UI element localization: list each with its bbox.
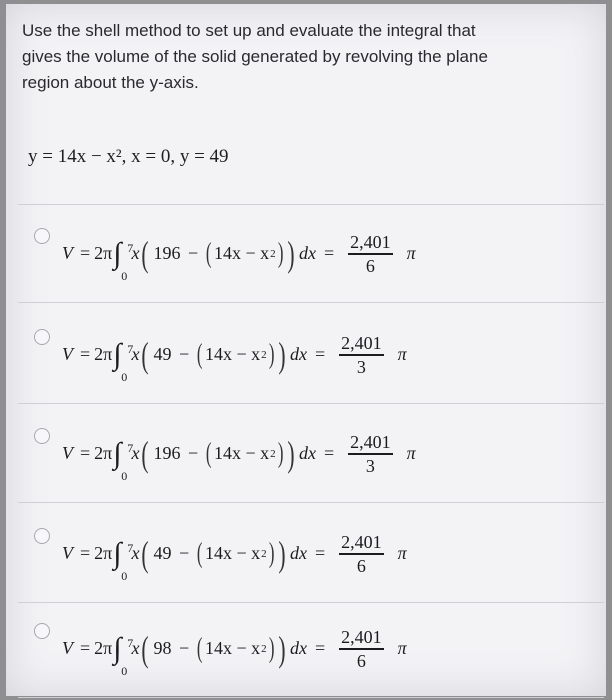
question-text (22, 18, 582, 96)
pi-symbol: π (397, 638, 407, 659)
minus-sign: − (183, 443, 203, 464)
exponent: 2 (270, 247, 276, 260)
result-fraction (339, 627, 384, 671)
pi-symbol: π (406, 243, 416, 264)
result-fraction (339, 333, 384, 377)
right-paren: ) (278, 628, 286, 669)
question-line-3: region about the y-axis. (22, 73, 199, 92)
inner-right-paren: ) (268, 632, 275, 664)
exponent: 2 (261, 547, 267, 560)
lower-limit: 0 (121, 468, 128, 483)
lower-limit: 0 (121, 268, 128, 283)
equals-sign: = (323, 243, 335, 264)
equals-sign: = (323, 443, 335, 464)
fraction-bar (348, 453, 393, 455)
equals-sign: = (80, 243, 91, 264)
inner-expression: 14x − x (204, 543, 261, 564)
equals-sign: = (80, 638, 91, 659)
lower-limit: 0 (121, 663, 128, 678)
radio-button[interactable] (34, 228, 50, 244)
option-constant: 196 (153, 443, 181, 464)
result-denominator: 6 (356, 650, 366, 671)
pi-symbol: π (406, 443, 416, 464)
inner-right-paren: ) (277, 437, 284, 469)
inner-left-paren: ( (196, 537, 203, 569)
volume-symbol: V (62, 243, 73, 264)
exponent: 2 (270, 447, 276, 460)
upper-limit: 7 (127, 341, 134, 356)
fraction-bar (348, 253, 393, 255)
result-fraction (339, 532, 384, 576)
divider (18, 204, 604, 205)
answer-option[interactable] (6, 601, 606, 699)
volume-symbol: V (62, 638, 73, 659)
result-numerator: 2,401 (350, 432, 391, 452)
option-constant: 98 (153, 638, 172, 659)
lower-limit: 0 (121, 568, 128, 583)
given-equations (28, 146, 229, 168)
inner-expression: 14x − x (204, 344, 261, 365)
integral-sign: ∫ 7 0 (113, 340, 121, 370)
differential: dx (289, 638, 307, 659)
upper-limit: 7 (127, 440, 134, 455)
left-paren: ( (141, 533, 150, 574)
minus-sign: − (174, 344, 194, 365)
inner-right-paren: ) (268, 537, 275, 569)
volume-symbol: V (62, 443, 73, 464)
coefficient: 2π (94, 543, 113, 564)
question-line-2: gives the volume of the solid generated by revolving the plane (22, 47, 488, 66)
inner-right-paren: ) (268, 338, 275, 370)
answer-option[interactable] (6, 307, 606, 405)
radius-x: x (131, 344, 140, 365)
left-paren: ( (141, 628, 150, 669)
option-formula (62, 232, 416, 283)
result-fraction (348, 432, 393, 476)
left-paren: ( (141, 233, 150, 274)
inner-expression: 14x − x (213, 243, 270, 264)
option-formula (62, 333, 407, 384)
differential: dx (298, 443, 316, 464)
volume-symbol: V (62, 543, 73, 564)
result-numerator: 2,401 (341, 333, 382, 353)
answer-option[interactable] (6, 206, 606, 304)
fraction-bar (339, 354, 384, 356)
option-constant: 49 (153, 543, 172, 564)
result-numerator: 2,401 (341, 532, 382, 552)
coefficient: 2π (94, 243, 113, 264)
equals-sign: = (314, 638, 326, 659)
left-paren: ( (141, 334, 150, 375)
radius-x: x (131, 443, 140, 464)
right-paren: ) (278, 533, 286, 574)
coefficient: 2π (94, 443, 113, 464)
exponent: 2 (261, 348, 267, 361)
answer-option[interactable] (6, 406, 606, 504)
radius-x: x (131, 543, 140, 564)
radius-x: x (131, 638, 140, 659)
radius-x: x (131, 243, 140, 264)
equals-sign: = (80, 344, 91, 365)
result-denominator: 6 (356, 555, 366, 576)
volume-symbol: V (62, 344, 73, 365)
inner-right-paren: ) (277, 237, 284, 269)
minus-sign: − (174, 638, 194, 659)
minus-sign: − (174, 543, 194, 564)
given-equations-text: y = 14x − x², x = 0, y = 49 (28, 146, 229, 167)
upper-limit: 7 (127, 635, 134, 650)
pi-symbol: π (397, 344, 407, 365)
lower-limit: 0 (121, 369, 128, 384)
inner-expression: 14x − x (204, 638, 261, 659)
result-fraction (348, 232, 393, 276)
integral-sign: ∫ 7 0 (113, 539, 121, 569)
right-paren: ) (287, 433, 295, 474)
result-numerator: 2,401 (341, 627, 382, 647)
divider (18, 502, 604, 503)
radio-button[interactable] (34, 329, 50, 345)
equals-sign: = (314, 543, 326, 564)
radio-button[interactable] (34, 623, 50, 639)
pi-symbol: π (397, 543, 407, 564)
result-denominator: 3 (365, 455, 375, 476)
right-paren: ) (287, 233, 295, 274)
coefficient: 2π (94, 344, 113, 365)
inner-left-paren: ( (205, 237, 212, 269)
result-denominator: 3 (356, 356, 366, 377)
integral-sign: ∫ 7 0 (113, 439, 121, 469)
differential: dx (298, 243, 316, 264)
exponent: 2 (261, 642, 267, 655)
equals-sign: = (314, 344, 326, 365)
differential: dx (289, 543, 307, 564)
radio-button[interactable] (34, 428, 50, 444)
fraction-bar (339, 553, 384, 555)
option-constant: 196 (153, 243, 181, 264)
left-paren: ( (141, 433, 150, 474)
upper-limit: 7 (127, 240, 134, 255)
inner-expression: 14x − x (213, 443, 270, 464)
integral-sign: ∫ 7 0 (113, 634, 121, 664)
option-formula (62, 532, 407, 583)
right-paren: ) (278, 334, 286, 375)
minus-sign: − (183, 243, 203, 264)
divider (18, 403, 604, 404)
option-constant: 49 (153, 344, 172, 365)
inner-left-paren: ( (196, 338, 203, 370)
upper-limit: 7 (127, 540, 134, 555)
question-line-1: Use the shell method to set up and evaluate the integral that (22, 21, 476, 40)
inner-left-paren: ( (196, 632, 203, 664)
radio-button[interactable] (34, 528, 50, 544)
result-numerator: 2,401 (350, 232, 391, 252)
option-formula (62, 627, 407, 678)
answer-option[interactable] (6, 506, 606, 604)
differential: dx (289, 344, 307, 365)
equals-sign: = (80, 443, 91, 464)
option-formula (62, 432, 416, 483)
divider (18, 302, 604, 303)
inner-left-paren: ( (205, 437, 212, 469)
result-denominator: 6 (365, 255, 375, 276)
coefficient: 2π (94, 638, 113, 659)
screen (6, 4, 606, 696)
fraction-bar (339, 648, 384, 650)
equals-sign: = (80, 543, 91, 564)
integral-sign: ∫ 7 0 (113, 239, 121, 269)
divider (18, 697, 604, 698)
